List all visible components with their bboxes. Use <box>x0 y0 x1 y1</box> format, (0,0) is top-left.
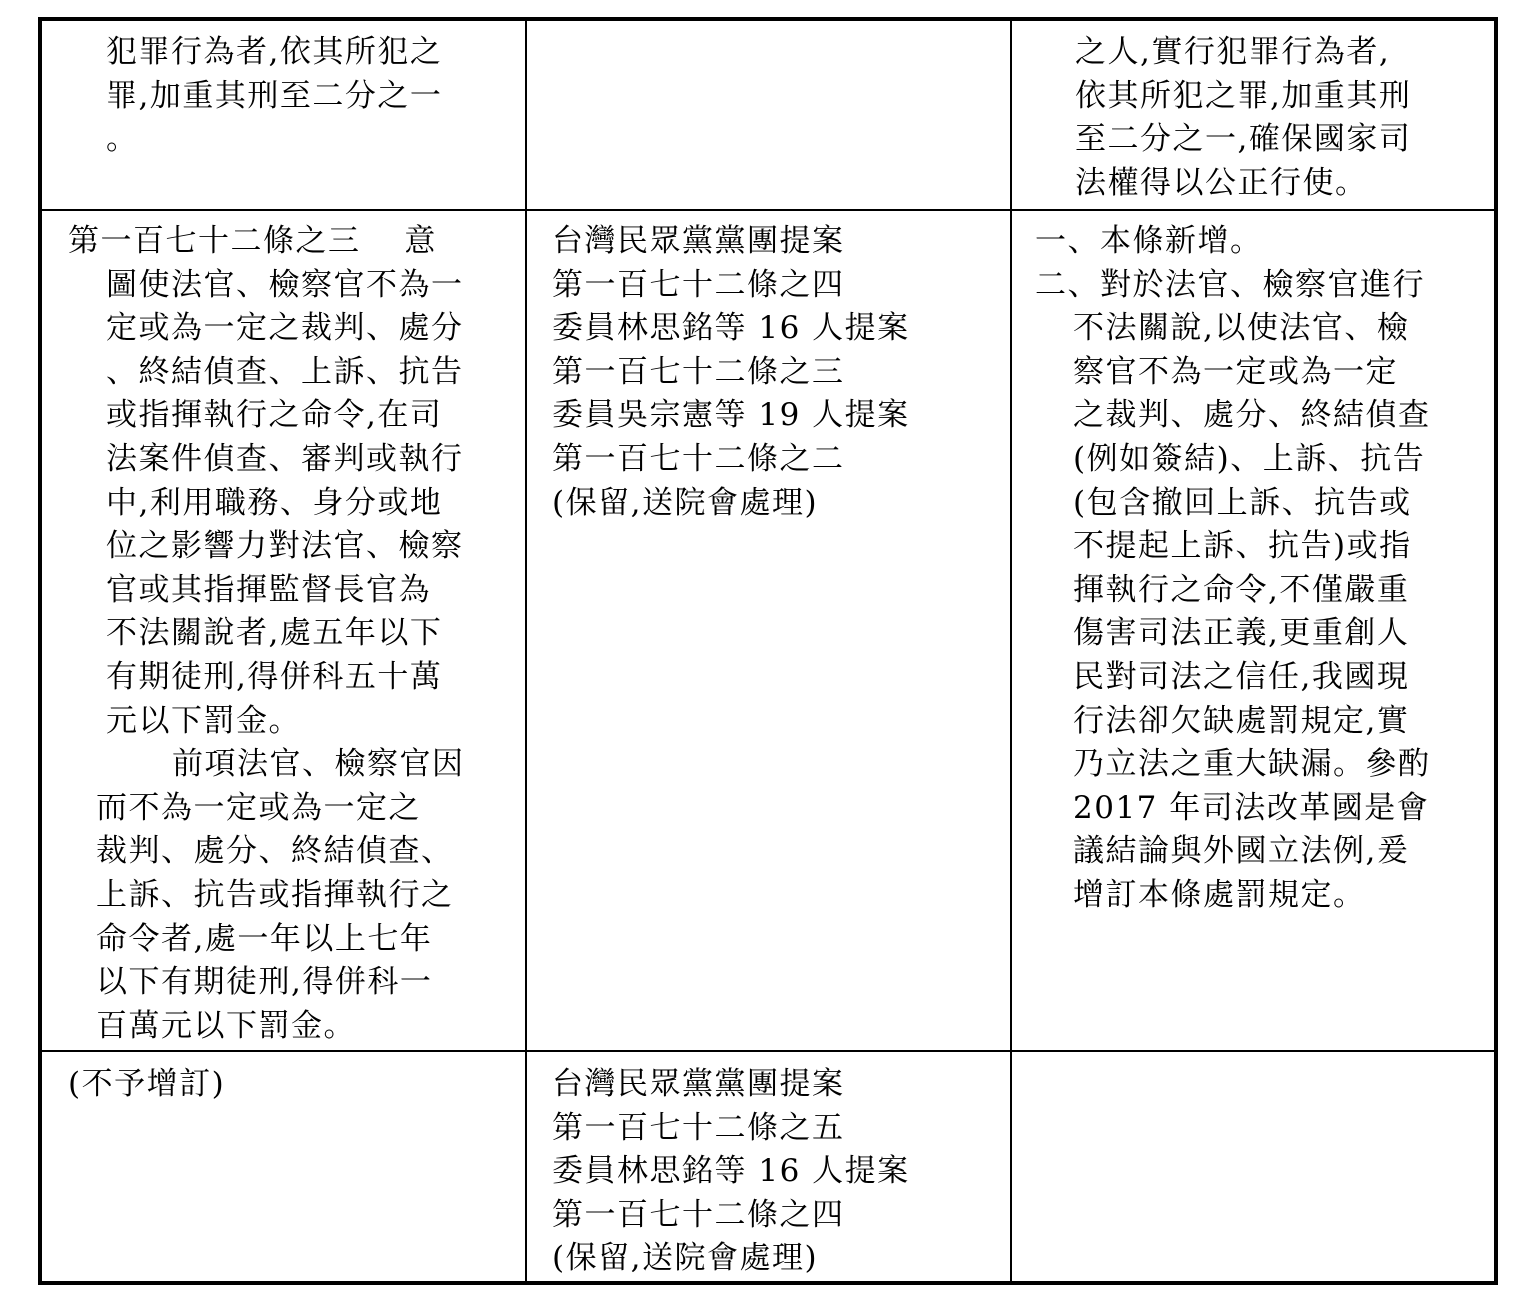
row1-col3-text <box>1037 31 1497 205</box>
proposal-line: 第一百七十二條之二 <box>552 440 845 477</box>
row2-col3-cell <box>1035 220 1497 918</box>
text-line: 。 <box>106 121 139 158</box>
proposal-line: 第一百七十二條之四 <box>552 1196 845 1233</box>
proposal-line: 台灣民眾黨黨團提案 <box>552 223 845 259</box>
text-line: 有期徒刑,得併科五十萬 <box>106 658 443 695</box>
text-line: 或指揮執行之命令,在司 <box>106 397 443 434</box>
row3-col2-cell <box>552 1063 1002 1281</box>
explanation-item-1: 一、本條新增。 <box>1035 223 1263 259</box>
text-line: 法權得以公正行使。 <box>1075 164 1368 201</box>
row1-col1-cell <box>68 31 518 162</box>
row2-col2-cell <box>552 220 1002 525</box>
explanation-item-2-body <box>1035 307 1497 917</box>
text-line: 、終結偵查、上訴、抗告 <box>106 353 464 390</box>
proposal-line: (保留,送院會處理) <box>552 484 819 521</box>
text-line: (不予增訂) <box>68 1066 226 1102</box>
text-line: 中,利用職務、身分或地 <box>106 484 443 521</box>
comparison-table <box>38 17 1498 1285</box>
row-divider-2 <box>42 1050 1494 1052</box>
proposal-line: 第一百七十二條之四 <box>552 266 845 303</box>
text-line: 圖使法官、檢察官不為一 <box>106 266 464 303</box>
text-line: (包含撤回上訴、抗告或 <box>1073 484 1412 521</box>
proposal-line: 委員吳宗憲等 19 人提案 <box>552 397 910 434</box>
article-paragraph-2 <box>68 743 518 1048</box>
proposal-line: 台灣民眾黨黨團提案 <box>552 1066 845 1102</box>
text-line: 察官不為一定或為一定 <box>1073 353 1398 390</box>
text-line: 依其所犯之罪,加重其刑 <box>1075 77 1412 114</box>
text-line: 議結論與外國立法例,爰 <box>1073 833 1410 870</box>
text-line: 而不為一定或為一定之 <box>96 789 421 826</box>
row3-col1-cell <box>68 1063 518 1107</box>
text-line: 前項法官、檢察官因 <box>172 746 465 783</box>
article-paragraph-1 <box>68 264 518 744</box>
proposal-line: 第一百七十二條之五 <box>552 1109 845 1146</box>
explanation-item-2-head: 二、對於法官、檢察官進行 <box>1035 266 1425 303</box>
text-line: 犯罪行為者,依其所犯之 <box>106 34 443 70</box>
text-line: 至二分之一,確保國家司 <box>1075 121 1412 158</box>
text-line: 2017 年司法改革國是會 <box>1073 789 1430 826</box>
proposal-line: 第一百七十二條之三 <box>552 353 845 390</box>
proposal-line: 委員林思銘等 16 人提案 <box>552 310 910 347</box>
text-line: 不法關說,以使法官、檢 <box>1073 310 1410 347</box>
text-line: 上訴、抗告或指揮執行之 <box>96 876 454 913</box>
text-line: 之人,實行犯罪行為者, <box>1075 34 1391 70</box>
text-line: 罪,加重其刑至二分之一 <box>106 77 443 114</box>
text-line: 傷害司法正義,更重創人 <box>1073 615 1410 652</box>
proposal-line: (保留,送院會處理) <box>552 1240 819 1277</box>
row1-col1-text <box>68 31 518 162</box>
text-line: 增訂本條處罰規定。 <box>1073 876 1366 913</box>
text-line: 裁判、處分、終結偵查、 <box>96 833 454 870</box>
text-line: (例如簽結)、上訴、抗告 <box>1073 440 1426 477</box>
text-line: 揮執行之命令,不僅嚴重 <box>1073 571 1410 608</box>
text-line: 命令者,處一年以上七年 <box>96 920 433 957</box>
text-line: 乃立法之重大缺漏。參酌 <box>1073 746 1431 783</box>
text-line: 以下有期徒刑,得併科一 <box>96 964 433 1001</box>
text-line: 定或為一定之裁判、處分 <box>106 310 464 347</box>
text-line: 元以下罰金。 <box>106 702 301 739</box>
text-line: 之裁判、處分、終結偵查 <box>1073 397 1431 434</box>
text-line: 法案件偵查、審判或執行 <box>106 440 464 477</box>
row1-col3-cell <box>1037 31 1497 205</box>
row-divider-1 <box>42 209 1494 211</box>
text-line: 官或其指揮監督長官為 <box>106 571 431 608</box>
article-heading: 第一百七十二條之三 意 <box>68 223 437 259</box>
row2-col1-cell <box>68 220 518 1048</box>
text-line: 位之影響力對法官、檢察 <box>106 528 464 565</box>
text-line: 不提起上訴、抗告)或指 <box>1073 528 1412 565</box>
text-line: 百萬元以下罰金。 <box>96 1007 356 1044</box>
text-line: 行法卻欠缺處罰規定,實 <box>1073 702 1410 739</box>
text-line: 不法關說者,處五年以下 <box>106 615 443 652</box>
proposal-line: 委員林思銘等 16 人提案 <box>552 1153 910 1190</box>
text-line: 民對司法之信任,我國現 <box>1073 658 1410 695</box>
